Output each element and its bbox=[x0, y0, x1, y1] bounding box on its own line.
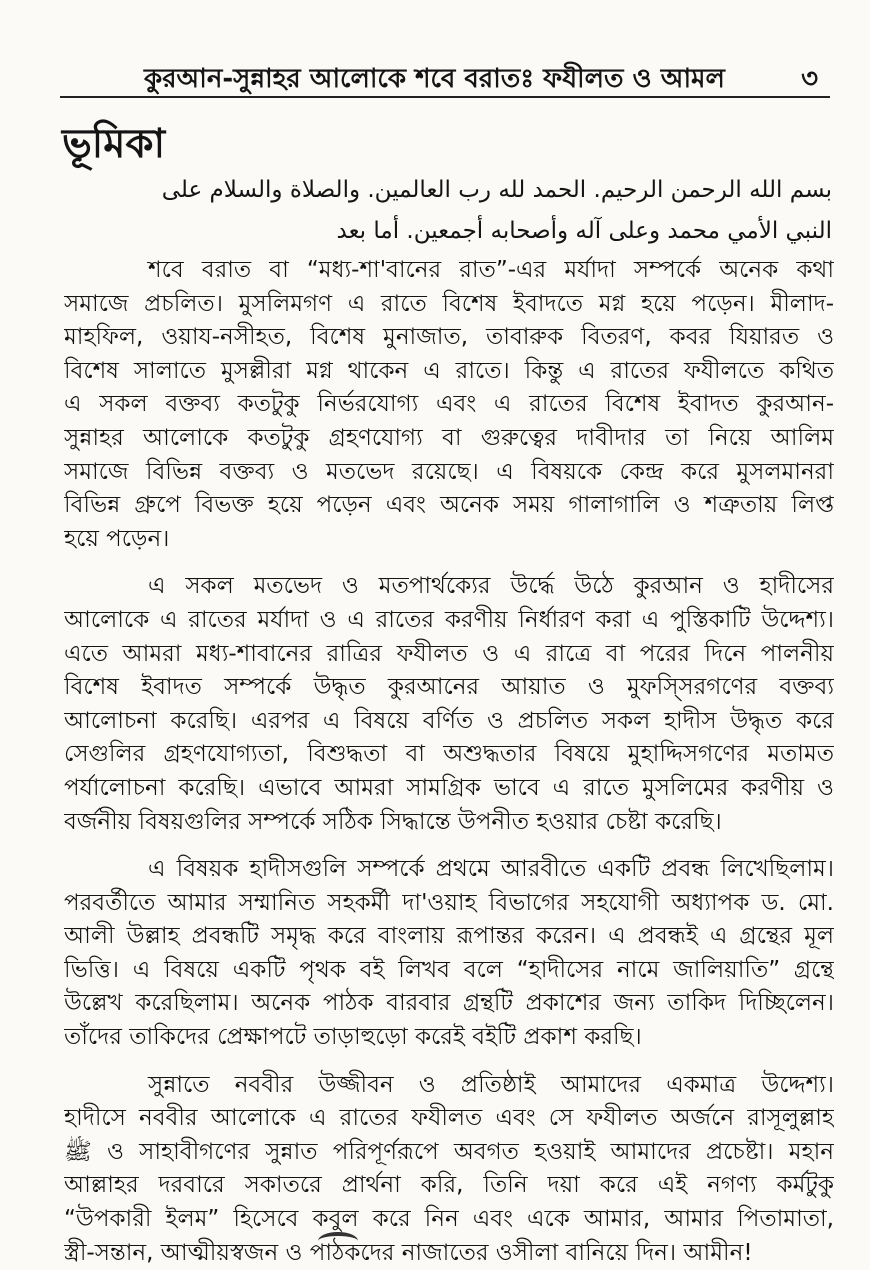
paragraph-2-line: পর্যালোচনা করেছি। এভাবে আমরা সামগ্রিক ভাবে এ রাতে মুসলিমের করণীয় ও bbox=[64, 774, 834, 801]
paragraph-4-line: আল্লাহর দরবারে সকাতরে প্রার্থনা করি, তিনি দয়া করে এই নগণ্য কর্মটুকু bbox=[64, 1172, 834, 1199]
paragraph-3-line: আলী উল্লাহ প্রবন্ধটি সমৃদ্ধ করে বাংলায় রূপান্তর করেন। এ প্রবন্ধই এ গ্রন্থের মূল bbox=[64, 923, 834, 950]
paragraph-4-line: ﷺ ও সাহাবীগণের সুন্নাত পরিপূর্ণরূপে অবগত হওয়াই আমাদের প্রচেষ্টা। মহান bbox=[64, 1138, 834, 1165]
paragraph-3-line: তাঁদের তাকিদের প্রেক্ষাপটে তাড়াহুড়ো করেই বইটি প্রকাশ করছি। bbox=[64, 1024, 642, 1051]
paragraph-2-line: আলোচনা করেছি। এরপর এ বিষয়ে বর্ণিত ও প্রচলিত সকল হাদীস উদ্ধৃত করে bbox=[64, 707, 834, 734]
page-number: ৩ bbox=[801, 64, 818, 94]
paragraph-1-line: হয়ে পড়েন। bbox=[64, 525, 170, 552]
paragraph-4-line: সুন্নাতে নববীর উজ্জীবন ও প্রতিষ্ঠাই আমাদের একমাত্র উদ্দেশ্য। bbox=[148, 1071, 834, 1098]
chapter-title: ভূমিকা bbox=[62, 121, 166, 167]
paragraph-1-line: বিশেষ সালাতে মুসল্লীরা মগ্ন থাকেন এ রাতে। কিন্তু এ রাতের ফযীলতে কথিত bbox=[64, 357, 834, 384]
paragraph-3-line: উল্লেখ করেছিলাম। অনেক পাঠক বারবার গ্রন্থটি প্রকাশের জন্য তাকিদ দিচ্ছিলেন। bbox=[64, 990, 834, 1017]
paragraph-2-line: এ সকল মতভেদ ও মতপার্থক্যের উর্দ্ধে উঠে কুরআন ও হাদীসের bbox=[148, 573, 834, 600]
paragraph-4-line: হাদীসে নববীর আলোকে এ রাতের ফযীলত এবং সে ফযীলত অর্জনে রাসূলুল্লাহ bbox=[64, 1105, 834, 1132]
body-text bbox=[64, 254, 834, 1270]
paragraph-3-line: ভিত্তি। এ বিষয়ে একটি পৃথক বই লিখব বলে “হাদীসের নামে জালিয়াতি” গ্রন্থে bbox=[64, 956, 834, 983]
paragraph-4-line: স্ত্রী-সন্তান, আত্মীয়স্বজন ও পাঠকদের নাজাতের ওসীলা বানিয়ে দিন। আমীন! bbox=[64, 1239, 753, 1266]
paragraph-1-line: সমাজে বিভিন্ন বক্তব্য ও মতভেদ রয়েছে। এ বিষয়কে কেন্দ্র করে মুসলমানরা bbox=[64, 458, 834, 485]
paragraph-2-line: এতে আমরা মধ্য-শাবানের রাত্রির ফযীলত ও এ রাত্রে বা পরের দিনে পালনীয় bbox=[64, 640, 834, 667]
paragraph-1-line: সমাজে প্রচলিত। মুসলিমগণ এ রাতে বিশেষ ইবাদতে মগ্ন হয়ে পড়েন। মীলাদ- bbox=[64, 290, 834, 317]
paragraph-2-line: আলোকে এ রাতের মর্যাদা ও এ রাতের করণীয় নির্ধারণ করা এ পুস্তিকাটি উদ্দেশ্য। bbox=[64, 606, 834, 633]
running-title: কুরআন-সুন্নাহর আলোকে শবে বরাতঃ ফযীলত ও আমল bbox=[144, 64, 725, 94]
paragraph-1-line: সুন্নাহর আলোকে কতটুকু গ্রহণযোগ্য বা গুরুত্বের দাবীদার তা নিয়ে আলিম bbox=[64, 424, 834, 451]
paragraph-4-line: “উপকারী ইলম” হিসেবে কবুল করে নিন এবং একে আমার, আমার পিতামাতা, bbox=[64, 1206, 834, 1233]
paragraph-2-line: সেগুলির গ্রহণযোগ্যতা, বিশুদ্ধতা বা অশুদ্ধতার বিষয়ে মুহাদ্দিসগণের মতামত bbox=[64, 741, 834, 768]
paragraph-1-line: শবে বরাত বা “মধ্য-শা'বানের রাত”-এর মর্যাদা সম্পর্কে অনেক কথা bbox=[148, 257, 834, 283]
paragraph-1-line: মাহফিল, ওয়ায-নসীহত, বিশেষ মুনাজাত, তাবারুক বিতরণ, কবর যিয়ারত ও bbox=[64, 324, 834, 351]
paragraph-1-line: বিভিন্ন গ্রুপে বিভক্ত হয়ে পড়েন এবং অনেক সময় গালাগালি ও শত্রুতায় লিপ্ত bbox=[64, 492, 834, 519]
paragraph-3-line: পরবর্তীতে আমার সম্মানিত সহকর্মী দা'ওয়াহ বিভাগের সহযোগী অধ্যাপক ড. মো. bbox=[64, 889, 834, 916]
paragraph-2-line: বিশেষ ইবাদত সম্পর্কে উদ্ধৃত কুরআনের আয়াত ও মুফস্সিরগণের বক্তব্য bbox=[64, 674, 834, 701]
arabic-invocation-line-2: النبي الأمي محمد وعلى آله وأصحابه أجمعين. أما بعد bbox=[336, 218, 832, 244]
running-header bbox=[60, 56, 830, 98]
page-bottom-mark bbox=[318, 1232, 358, 1250]
paragraph-2-line: বর্জনীয় বিষয়গুলির সম্পর্কে সঠিক সিদ্ধান্তে উপনীত হওয়ার চেষ্টা করেছি। bbox=[64, 808, 722, 835]
arabic-invocation-line-1: بسم الله الرحمن الرحيم. الحمد لله رب العالمين. والصلاة والسلام على bbox=[161, 177, 832, 203]
paragraph-1-line: এ সকল বক্তব্য কতটুকু নির্ভরযোগ্য এবং এ রাতের বিশেষ ইবাদত কুরআন- bbox=[64, 391, 834, 418]
paragraph-3-line: এ বিষয়ক হাদীসগুলি সম্পর্কে প্রথমে আরবীতে একটি প্রবন্ধ লিখেছিলাম। bbox=[148, 856, 834, 883]
